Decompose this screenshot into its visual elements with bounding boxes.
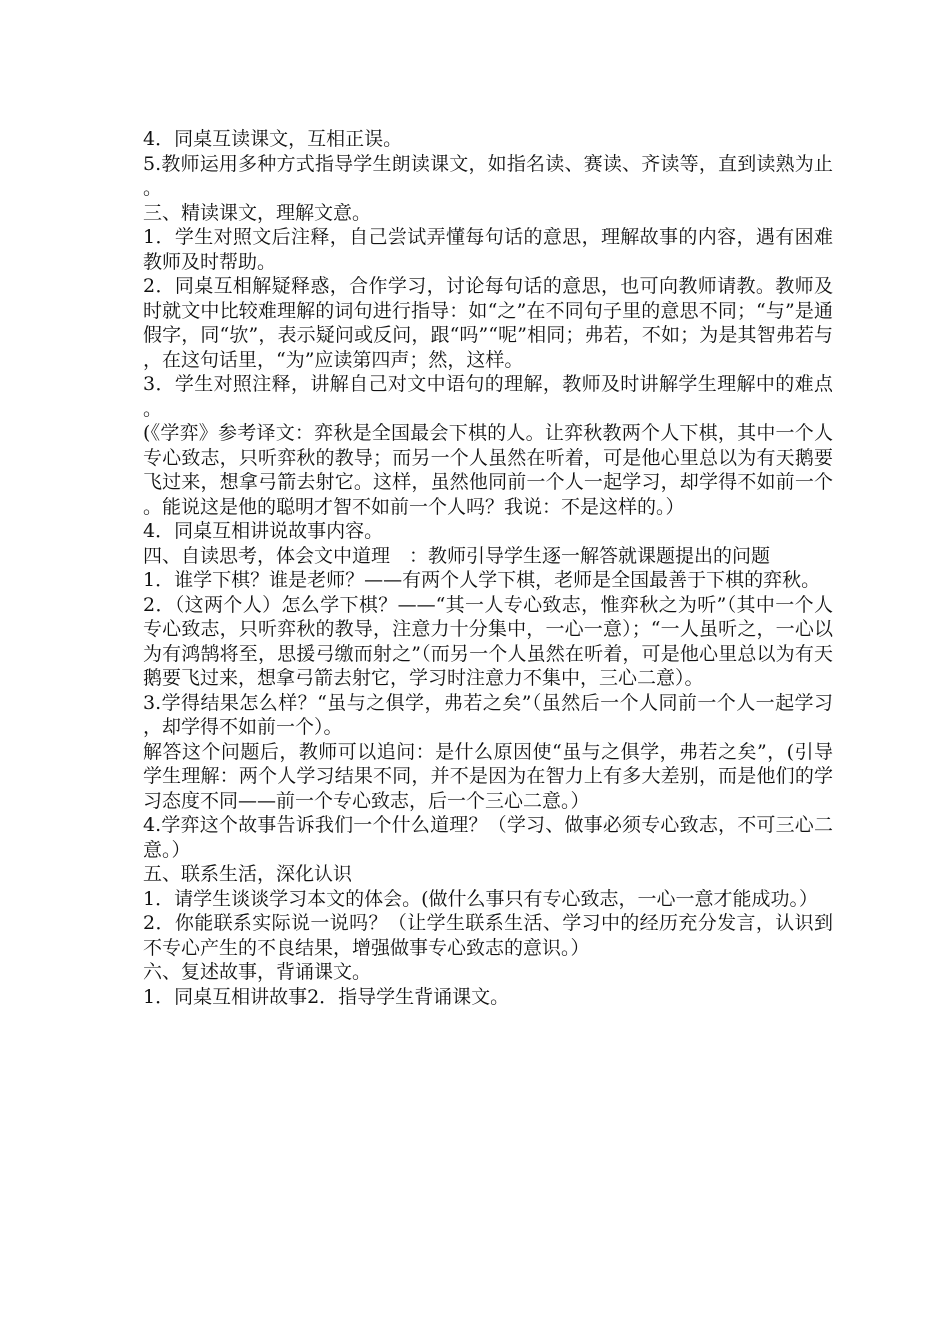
- paragraph-translation: (《学弈》参考译文：弈秋是全国最会下棋的人。让弈秋教两个人下棋，其中一个人专心致志，只听弈秋的教导；而另一个人虽然在听着，可是他心里总以为有天鹅要飞过来，想拿弓箭去射它。这样，虽然他同前一个人一起学习，却学得不如前一个。能说这是他的聪明才智不如前一个人吗？我说：不是这样的。）: [143, 422, 833, 518]
- paragraph-reflection-2: 2．你能联系实际说一说吗？（让学生联系生活、学习中的经历充分发言，认识到不专心产生的不良结果，增强做事专心致志的意识。）: [143, 912, 833, 959]
- paragraph-item-1-notes: 1．学生对照文后注释，自己尝试弄懂每句话的意思，理解故事的内容，遇有困难教师及时帮助。: [143, 226, 833, 273]
- paragraph-question-3: 3.学得结果怎么样？“虽与之俱学，弗若之矣”（虽然后一个人同前一个人一起学习，却学得不如前一个）。: [143, 691, 833, 738]
- section-heading-4: 四、自读思考，体会文中道理 ：教师引导学生逐一解答就课题提出的问题: [143, 544, 771, 567]
- section-heading-6: 六、复述故事，背诵课文。: [143, 961, 372, 983]
- section-heading-3: 三、精读课文，理解文意。: [143, 201, 372, 224]
- paragraph-item-2-discussion: 2．同桌互相解疑释惑，合作学习，讨论每句话的意思，也可向教师请教。教师及时就文中比较难理解的词句进行指导：如“之”在不同句子里的意思不同；“与”是通假字，同“欤”，表示疑问或反问，跟“吗”“呢”相同；弗若，不如；为是其智弗若与，在这句话里，“为”应读第四声；然，这样。: [143, 275, 833, 371]
- paragraph-question-2: 2．（这两个人）怎么学下棋？——“其一人专心致志，惟弈秋之为听”（其中一个人专心致志，只听弈秋的教导，注意力十分集中，一心一意）；“一人虽听之，一心以为有鸿鹄将至，思援弓缴而射之”（而另一个人虽然在听着，可是他心里总以为有天鹅要飞过来，想拿弓箭去射它，学习时注意力不集中，三心二意）。: [143, 593, 833, 689]
- paragraph-question-4: 4.学弈这个故事告诉我们一个什么道理？（学习、做事必须专心致志，不可三心二意。）: [143, 814, 833, 861]
- paragraph-question-1: 1．谁学下棋？谁是老师？——有两个人学下棋，老师是全国最善于下棋的弈秋。: [143, 569, 821, 591]
- paragraph-item-3-explain: 3．学生对照注释，讲解自己对文中语句的理解，教师及时讲解学生理解中的难点。: [143, 373, 833, 420]
- paragraph-item-4-peer-read: 4．同桌互读课文，互相正误。: [143, 128, 403, 150]
- paragraph-reflection-1: 1．请学生谈谈学习本文的体会。(做什么事只有专心致志，一心一意才能成功。）: [143, 887, 819, 910]
- document-body: [143, 127, 833, 1009]
- paragraph-item-4-retell: 4．同桌互相讲说故事内容。: [143, 520, 384, 542]
- paragraph-item-5-teacher-reading: 5.教师运用多种方式指导学生朗读课文，如指名读、赛读、齐读等，直到读熟为止。: [143, 152, 833, 199]
- paragraph-recite: 1．同桌互相讲故事2．指导学生背诵课文。: [143, 985, 510, 1008]
- paragraph-follow-up: 解答这个问题后，教师可以追问：是什么原因使“虽与之俱学，弗若之矣”，(引导学生理解：两个人学习结果不同，并不是因为在智力上有多大差别，而是他们的学习态度不同——前一个专心致志，后一个三心二意。）: [143, 740, 833, 812]
- section-heading-5: 五、联系生活，深化认识: [143, 863, 353, 885]
